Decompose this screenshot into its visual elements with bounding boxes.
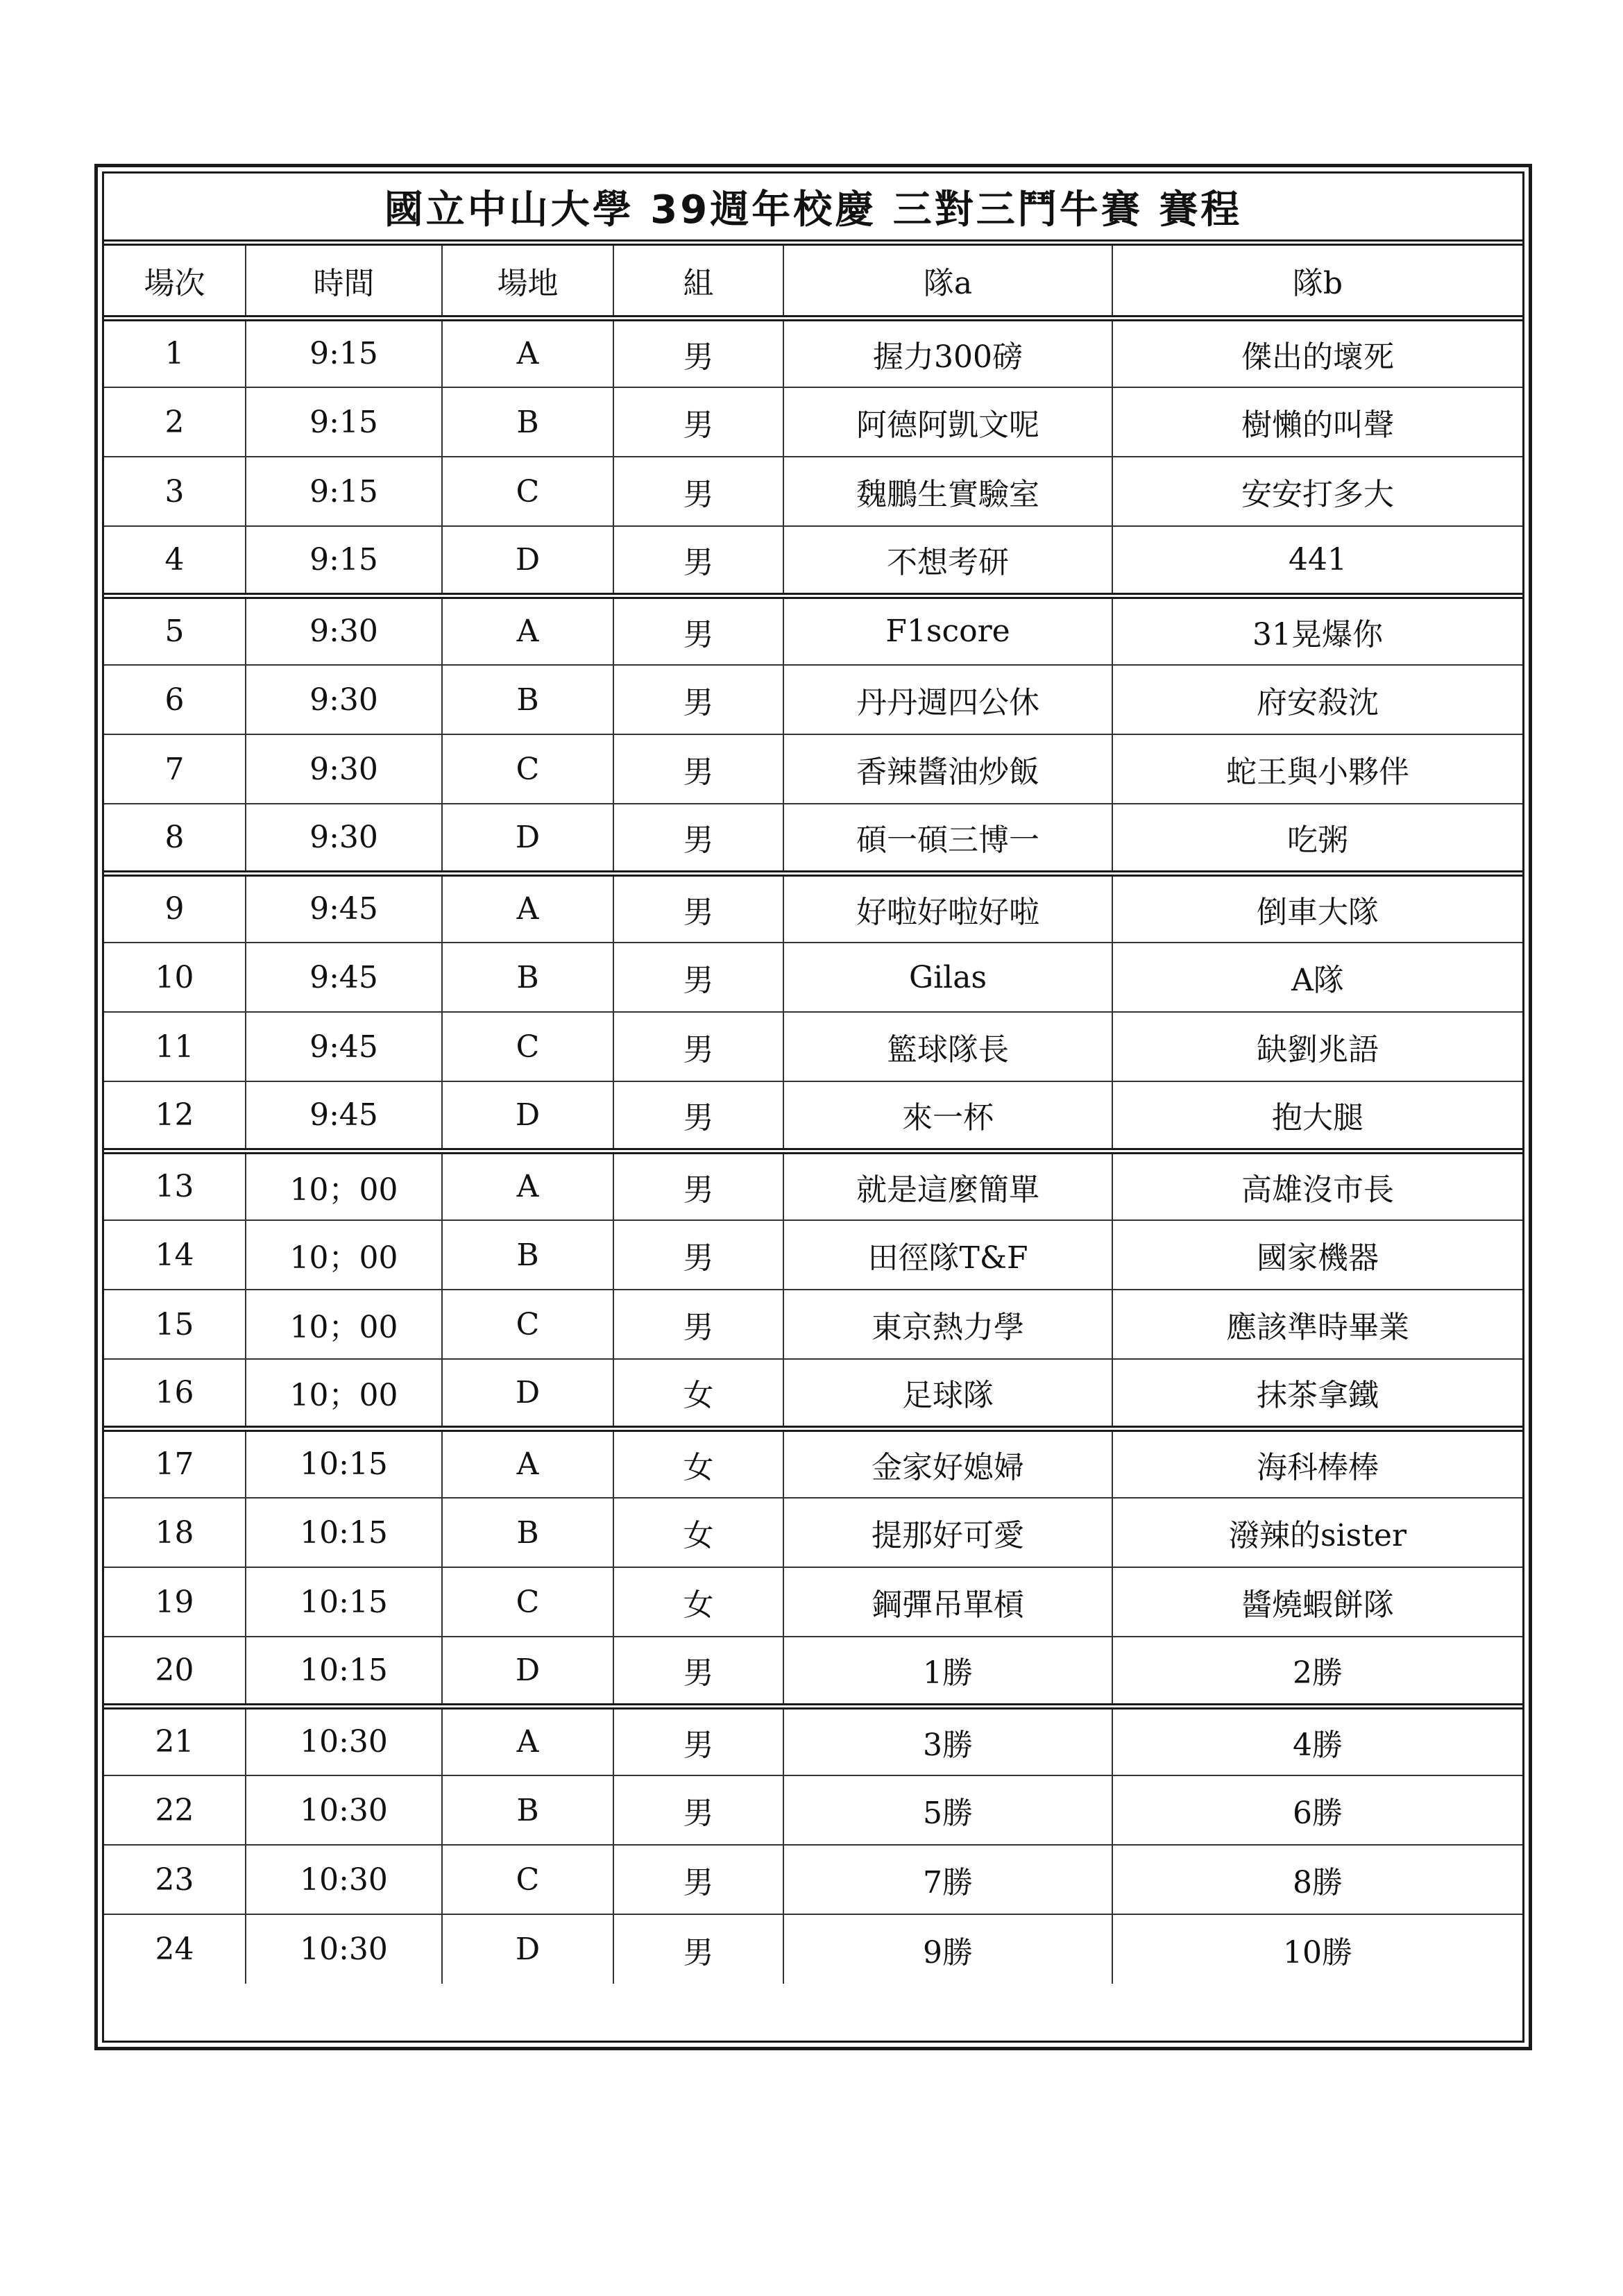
group-cell: 男 <box>613 526 783 596</box>
table-row <box>104 1637 1522 1706</box>
time-cell: 10:30 <box>246 1706 442 1775</box>
court-cell: D <box>442 1637 613 1706</box>
group-cell: 女 <box>613 1567 783 1637</box>
table-row <box>104 1081 1522 1151</box>
time-cell: 9:45 <box>246 943 442 1012</box>
table-row <box>104 804 1522 873</box>
court-cell: C <box>442 457 613 526</box>
time-cell: 10；00 <box>246 1220 442 1290</box>
team-a-cell: 不想考研 <box>783 526 1112 596</box>
time-cell: 9:15 <box>246 387 442 457</box>
table-row <box>104 1359 1522 1428</box>
table-row <box>104 596 1522 665</box>
team-a-cell: 金家好媳婦 <box>783 1428 1112 1498</box>
team-a-cell: 3勝 <box>783 1706 1112 1775</box>
group-cell: 男 <box>613 457 783 526</box>
time-cell: 9:15 <box>246 318 442 387</box>
team-a-cell: 田徑隊T&F <box>783 1220 1112 1290</box>
group-cell: 男 <box>613 1914 783 1984</box>
court-cell: D <box>442 1914 613 1984</box>
page-title: 國立中山大學 39週年校慶 三對三鬥牛賽 賽程 <box>104 174 1522 246</box>
table-row <box>104 734 1522 804</box>
table-row <box>104 387 1522 457</box>
table-row <box>104 943 1522 1012</box>
court-cell: A <box>442 1706 613 1775</box>
team-b-cell: 倒車大隊 <box>1112 873 1522 943</box>
team-a-cell: 握力300磅 <box>783 318 1112 387</box>
match-no-cell: 18 <box>104 1498 246 1567</box>
court-cell: B <box>442 943 613 1012</box>
team-a-cell: 東京熱力學 <box>783 1290 1112 1359</box>
court-cell: A <box>442 1151 613 1220</box>
match-no-cell: 19 <box>104 1567 246 1637</box>
table-row <box>104 1012 1522 1081</box>
court-cell: B <box>442 1498 613 1567</box>
group-cell: 男 <box>613 665 783 734</box>
group-cell: 男 <box>613 318 783 387</box>
team-b-cell: 10勝 <box>1112 1914 1522 1984</box>
time-cell: 10:15 <box>246 1637 442 1706</box>
team-b-cell: 缺劉兆語 <box>1112 1012 1522 1081</box>
table-row <box>104 1220 1522 1290</box>
match-no-cell: 24 <box>104 1914 246 1984</box>
team-b-cell: 國家機器 <box>1112 1220 1522 1290</box>
court-cell: D <box>442 526 613 596</box>
group-cell: 男 <box>613 873 783 943</box>
time-cell: 10:15 <box>246 1498 442 1567</box>
team-b-cell: A隊 <box>1112 943 1522 1012</box>
team-a-cell: 就是這麼簡單 <box>783 1151 1112 1220</box>
table-row <box>104 1845 1522 1914</box>
group-cell: 男 <box>613 1775 783 1845</box>
group-cell: 男 <box>613 1151 783 1220</box>
table-row <box>104 457 1522 526</box>
team-b-cell: 應該準時畢業 <box>1112 1290 1522 1359</box>
group-cell: 男 <box>613 387 783 457</box>
schedule-frame <box>102 171 1524 2043</box>
match-no-cell: 17 <box>104 1428 246 1498</box>
time-cell: 10:30 <box>246 1775 442 1845</box>
court-cell: C <box>442 1845 613 1914</box>
team-a-cell: 1勝 <box>783 1637 1112 1706</box>
match-no-cell: 4 <box>104 526 246 596</box>
table-row <box>104 1290 1522 1359</box>
team-a-cell: Gilas <box>783 943 1112 1012</box>
group-cell: 男 <box>613 1220 783 1290</box>
time-cell: 9:30 <box>246 596 442 665</box>
group-cell: 男 <box>613 943 783 1012</box>
team-b-cell: 4勝 <box>1112 1706 1522 1775</box>
time-cell: 10:15 <box>246 1428 442 1498</box>
schedule-body <box>104 318 1522 1984</box>
team-a-cell: 提那好可愛 <box>783 1498 1112 1567</box>
team-b-cell: 吃粥 <box>1112 804 1522 873</box>
court-cell: A <box>442 318 613 387</box>
team-b-cell: 醬燒蝦餅隊 <box>1112 1567 1522 1637</box>
time-cell: 10；00 <box>246 1359 442 1428</box>
team-b-cell: 傑出的壞死 <box>1112 318 1522 387</box>
table-row <box>104 1151 1522 1220</box>
group-cell: 男 <box>613 804 783 873</box>
team-a-cell: 碩一碩三博一 <box>783 804 1112 873</box>
group-cell: 男 <box>613 1845 783 1914</box>
header-team-b: 隊b <box>1112 246 1522 318</box>
court-cell: B <box>442 387 613 457</box>
court-cell: D <box>442 804 613 873</box>
team-b-cell: 蛇王與小夥伴 <box>1112 734 1522 804</box>
match-no-cell: 12 <box>104 1081 246 1151</box>
match-no-cell: 15 <box>104 1290 246 1359</box>
team-b-cell: 安安打多大 <box>1112 457 1522 526</box>
header-group: 組 <box>613 246 783 318</box>
time-cell: 9:45 <box>246 1012 442 1081</box>
group-cell: 女 <box>613 1498 783 1567</box>
team-a-cell: 籃球隊長 <box>783 1012 1112 1081</box>
header-row <box>104 246 1522 318</box>
match-no-cell: 6 <box>104 665 246 734</box>
team-b-cell: 抹茶拿鐵 <box>1112 1359 1522 1428</box>
table-row <box>104 873 1522 943</box>
table-row <box>104 1428 1522 1498</box>
group-cell: 男 <box>613 1081 783 1151</box>
time-cell: 9:45 <box>246 873 442 943</box>
header-match-no: 場次 <box>104 246 246 318</box>
schedule-table <box>104 246 1522 1984</box>
match-no-cell: 14 <box>104 1220 246 1290</box>
match-no-cell: 7 <box>104 734 246 804</box>
court-cell: B <box>442 1775 613 1845</box>
table-row <box>104 1775 1522 1845</box>
match-no-cell: 16 <box>104 1359 246 1428</box>
team-b-cell: 高雄沒市長 <box>1112 1151 1522 1220</box>
court-cell: B <box>442 665 613 734</box>
group-cell: 男 <box>613 1637 783 1706</box>
table-row <box>104 665 1522 734</box>
time-cell: 9:15 <box>246 457 442 526</box>
header-team-a: 隊a <box>783 246 1112 318</box>
team-b-cell: 潑辣的sister <box>1112 1498 1522 1567</box>
time-cell: 10:30 <box>246 1845 442 1914</box>
team-a-cell: 魏鵬生實驗室 <box>783 457 1112 526</box>
match-no-cell: 5 <box>104 596 246 665</box>
time-cell: 9:30 <box>246 734 442 804</box>
team-b-cell: 6勝 <box>1112 1775 1522 1845</box>
court-cell: A <box>442 596 613 665</box>
match-no-cell: 21 <box>104 1706 246 1775</box>
court-cell: D <box>442 1359 613 1428</box>
team-b-cell: 府安殺沈 <box>1112 665 1522 734</box>
team-a-cell: 7勝 <box>783 1845 1112 1914</box>
group-cell: 男 <box>613 1706 783 1775</box>
team-b-cell: 2勝 <box>1112 1637 1522 1706</box>
team-a-cell: 丹丹週四公休 <box>783 665 1112 734</box>
team-a-cell: 足球隊 <box>783 1359 1112 1428</box>
match-no-cell: 13 <box>104 1151 246 1220</box>
team-b-cell: 8勝 <box>1112 1845 1522 1914</box>
time-cell: 9:30 <box>246 804 442 873</box>
time-cell: 10:30 <box>246 1914 442 1984</box>
team-a-cell: 9勝 <box>783 1914 1112 1984</box>
match-no-cell: 11 <box>104 1012 246 1081</box>
group-cell: 男 <box>613 734 783 804</box>
table-row <box>104 1706 1522 1775</box>
time-cell: 9:45 <box>246 1081 442 1151</box>
team-a-cell: 來一杯 <box>783 1081 1112 1151</box>
table-row <box>104 1914 1522 1984</box>
team-a-cell: F1score <box>783 596 1112 665</box>
team-b-cell: 抱大腿 <box>1112 1081 1522 1151</box>
court-cell: C <box>442 734 613 804</box>
court-cell: B <box>442 1220 613 1290</box>
match-no-cell: 10 <box>104 943 246 1012</box>
group-cell: 男 <box>613 596 783 665</box>
time-cell: 10；00 <box>246 1151 442 1220</box>
team-a-cell: 鋼彈吊單槓 <box>783 1567 1112 1637</box>
team-b-cell: 31晃爆你 <box>1112 596 1522 665</box>
team-a-cell: 好啦好啦好啦 <box>783 873 1112 943</box>
group-cell: 男 <box>613 1012 783 1081</box>
match-no-cell: 9 <box>104 873 246 943</box>
header-time: 時間 <box>246 246 442 318</box>
match-no-cell: 2 <box>104 387 246 457</box>
group-cell: 女 <box>613 1359 783 1428</box>
team-b-cell: 海科棒棒 <box>1112 1428 1522 1498</box>
court-cell: C <box>442 1567 613 1637</box>
schedule-sheet <box>94 164 1532 2050</box>
table-row <box>104 318 1522 387</box>
time-cell: 9:30 <box>246 665 442 734</box>
team-b-cell: 樹懶的叫聲 <box>1112 387 1522 457</box>
table-row <box>104 1498 1522 1567</box>
table-row <box>104 1567 1522 1637</box>
team-a-cell: 5勝 <box>783 1775 1112 1845</box>
court-cell: C <box>442 1012 613 1081</box>
match-no-cell: 23 <box>104 1845 246 1914</box>
match-no-cell: 20 <box>104 1637 246 1706</box>
court-cell: A <box>442 1428 613 1498</box>
team-a-cell: 阿德阿凱文呢 <box>783 387 1112 457</box>
court-cell: C <box>442 1290 613 1359</box>
group-cell: 女 <box>613 1428 783 1498</box>
table-row <box>104 526 1522 596</box>
match-no-cell: 3 <box>104 457 246 526</box>
time-cell: 10:15 <box>246 1567 442 1637</box>
time-cell: 10；00 <box>246 1290 442 1359</box>
team-a-cell: 香辣醬油炒飯 <box>783 734 1112 804</box>
court-cell: D <box>442 1081 613 1151</box>
team-b-cell: 441 <box>1112 526 1522 596</box>
match-no-cell: 8 <box>104 804 246 873</box>
match-no-cell: 22 <box>104 1775 246 1845</box>
match-no-cell: 1 <box>104 318 246 387</box>
group-cell: 男 <box>613 1290 783 1359</box>
header-court: 場地 <box>442 246 613 318</box>
court-cell: A <box>442 873 613 943</box>
time-cell: 9:15 <box>246 526 442 596</box>
